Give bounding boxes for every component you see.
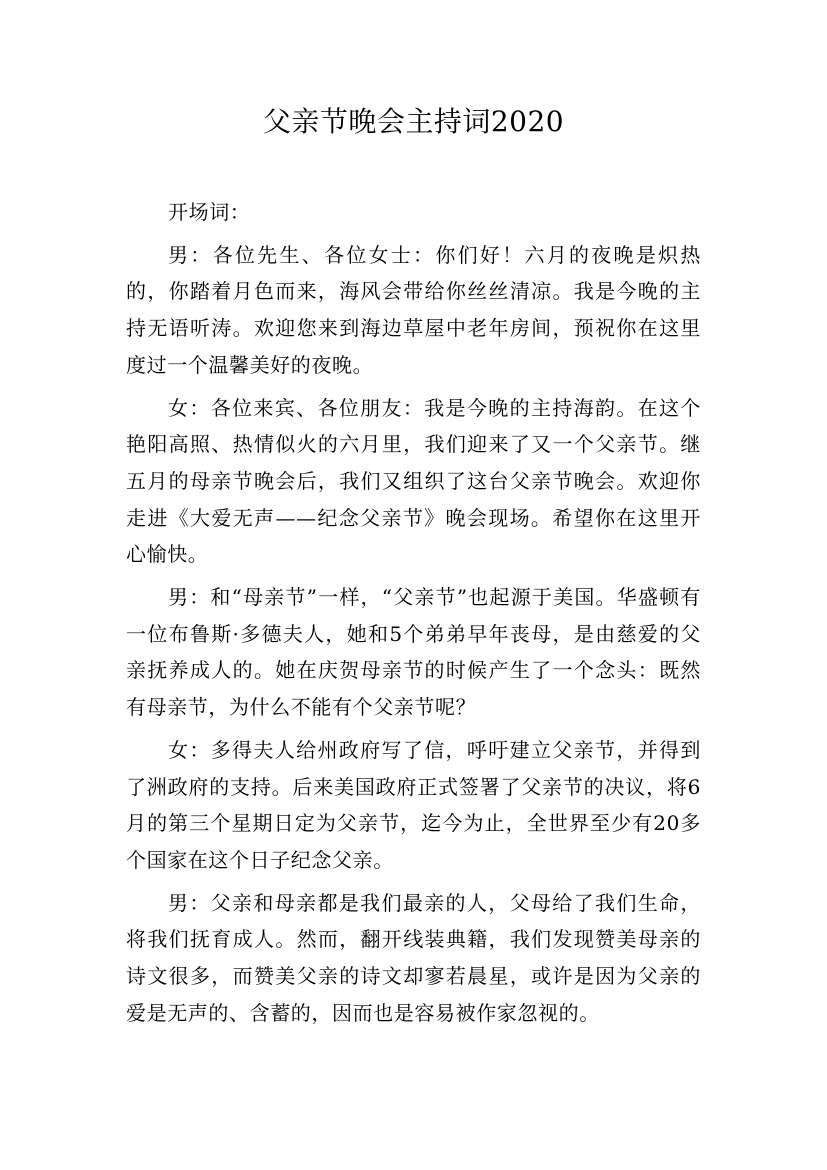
paragraph-opening-heading: 开场词： [168,200,251,224]
document-title: 父亲节晚会主持词2020 [262,105,565,138]
paragraph-male-host-2: 男：和“母亲节”一样，“父亲节”也起源于美国。华盛顿有一位布鲁斯·多德夫人，她和5个弟弟早年丧母，是由慈爱的父亲抚养成人的。她在庆贺母亲节的时候产生了一个念头：既然有母亲节，为什么不能有个父亲节呢？ [126,585,701,720]
paragraph-female-host-2: 女：多得夫人给州政府写了信，呼吁建立父亲节，并得到了洲政府的支持。后来美国政府正式签署了父亲节的决议，将6月的第三个星期日定为父亲节，迄今为止，全世界至少有20多个国家在这个日子纪念父亲。 [126,737,701,872]
paragraph-female-host-1: 女：各位来宾、各位朋友：我是今晚的主持海韵。在这个艳阳高照、热情似火的六月里，我们迎来了又一个父亲节。继五月的母亲节晚会后，我们又组织了这台父亲节晚会。欢迎你走进《大爱无声——纪念父亲节》晚会现场。希望你在这里开心愉快。 [126,395,701,567]
document-body [126,194,701,1037]
paragraph-male-host-1: 男：各位先生、各位女士：你们好！六月的夜晚是炽热的，你踏着月色而来，海风会带给你丝丝清凉。我是今晚的主持无语听涛。欢迎您来到海边草屋中老年房间，预祝你在这里度过一个温馨美好的夜晚。 [126,242,701,377]
paragraph-male-host-3: 男：父亲和母亲都是我们最亲的人，父母给了我们生命，将我们抚育成人。然而，翻开线装典籍，我们发现赞美母亲的诗文很多，而赞美父亲的诗文却寥若晨星，或许是因为父亲的爱是无声的、含蓄的，因而也是容易被作家忽视的。 [126,890,701,1025]
